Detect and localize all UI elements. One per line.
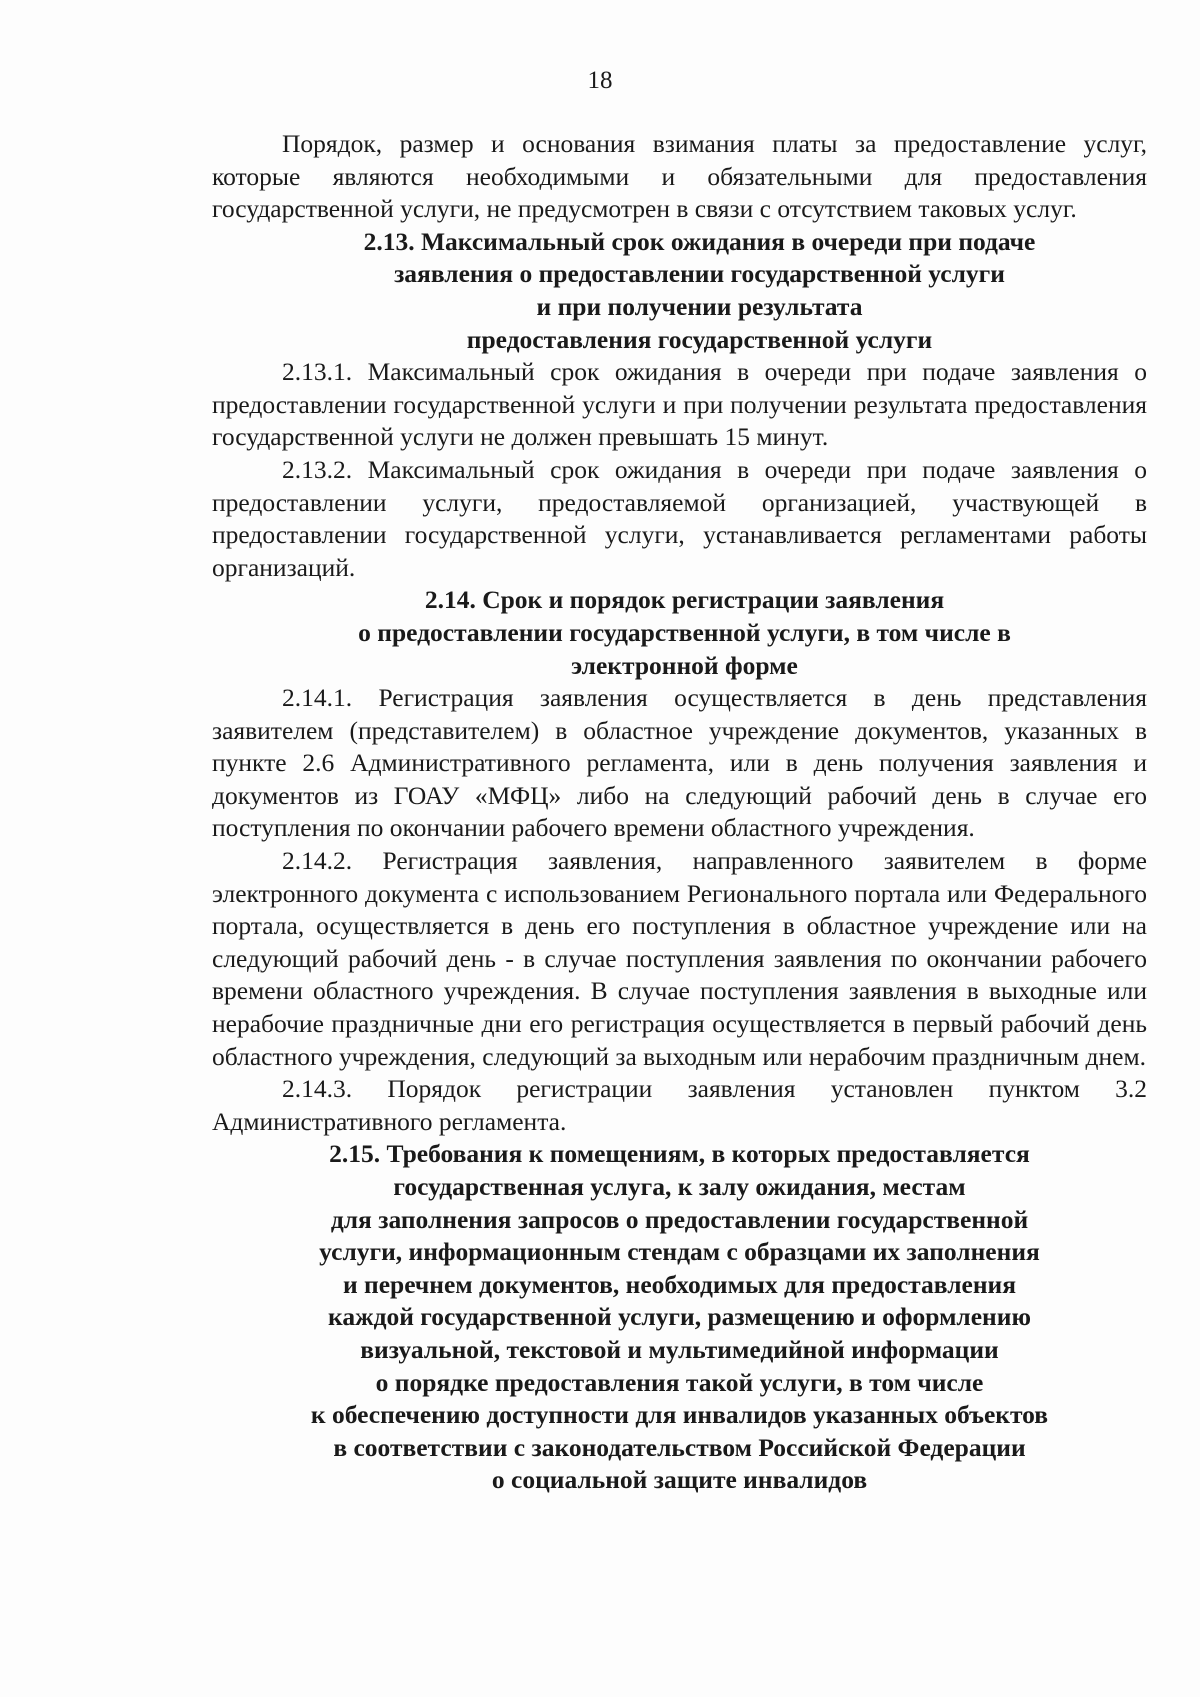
page-number: 18 — [587, 67, 613, 94]
heading-line: о социальной защите инвалидов — [491, 1465, 868, 1495]
heading-line: заявления о предоставлении государственной услуги — [394, 259, 1005, 289]
heading-line: каждой государственной услуги, размещению и оформлению — [328, 1302, 1031, 1332]
heading-line: 2.15. Требования к помещениям, в которых предоставляется — [329, 1139, 1030, 1169]
paragraph-2-13-2: 2.13.2. Максимальный срок ожидания в очереди при подаче заявления о предоставлении услуги, предоставляемой организацией, участвующей в предоставлении государственной услуги, устанавливается регламентами работы организаций. — [212, 454, 1147, 582]
heading-line: государственная услуга, к залу ожидания, местам — [393, 1172, 966, 1201]
paragraph-2-13-1: 2.13.1. Максимальный срок ожидания в очереди при подаче заявления о предоставлении государственной услуги и при получении результата предоставления государственной услуги не должен превышать 15 минут. — [212, 357, 1147, 452]
section-heading-2-14 — [212, 584, 1147, 682]
section-heading-2-15 — [212, 1138, 1147, 1497]
heading-line: 2.13. Максимальный срок ожидания в очереди при подаче — [363, 226, 1036, 256]
heading-line: визуальной, текстовой и мультимедийной информации — [360, 1334, 999, 1364]
page-body — [212, 128, 1147, 1497]
section-heading-2-13 — [212, 226, 1147, 356]
heading-line: и перечнем документов, необходимых для предоставления — [342, 1269, 1017, 1299]
heading-line: предоставления государственной услуги — [466, 324, 933, 354]
heading-line: для заполнения запросов о предоставлении государственной — [330, 1204, 1029, 1234]
heading-line: 2.14. Срок и порядок регистрации заявления — [424, 585, 945, 615]
paragraph-2-14-3: 2.14.3. Порядок регистрации заявления установлен пунктом 3.2 Административного регламента. — [212, 1074, 1147, 1136]
heading-line: к обеспечению доступности для инвалидов указанных объектов — [310, 1400, 1049, 1430]
heading-line: в соответствии с законодательством Российской Федерации — [333, 1432, 1026, 1462]
heading-line: электронной форме — [571, 650, 798, 680]
heading-line: о порядке предоставления такой услуги, в том числе — [375, 1367, 984, 1397]
paragraph-2-14-2: 2.14.2. Регистрация заявления, направленного заявителем в форме электронного документа с использованием Регионального портала или Федерального портала, осуществляется в день его поступления в областное учреждение или на следующий рабочий день - в случае поступления заявления по окончании рабочего времени областного учреждения. В случае поступления заявления в выходные или нерабочие праздничные дни его регистрация осуществляется в первый рабочий день областного учреждения, следующий за выходным или нерабочим праздничным днем. — [212, 846, 1147, 1071]
heading-line: и при получении результата — [536, 291, 863, 321]
paragraph-2-14-1: 2.14.1. Регистрация заявления осуществляется в день представления заявителем (представителем) в областное учреждение документов, указанных в пункте 2.6 Административного регламента, или в день получения заявления и документов из ГОАУ «МФЦ» либо на следующий рабочий день в случае его поступления по окончании рабочего времени областного учреждения. — [212, 683, 1147, 843]
heading-line: услуги, информационным стендам с образцами их заполнения — [319, 1237, 1040, 1267]
paragraph-fee-procedure: Порядок, размер и основания взимания платы за предоставление услуг, которые являются необходимыми и обязательными для предоставления государственной услуги, не предусмотрен в связи с отсутствием таковых услуг. — [212, 129, 1147, 224]
heading-line: о предоставлении государственной услуги, в том числе в — [358, 617, 1011, 647]
